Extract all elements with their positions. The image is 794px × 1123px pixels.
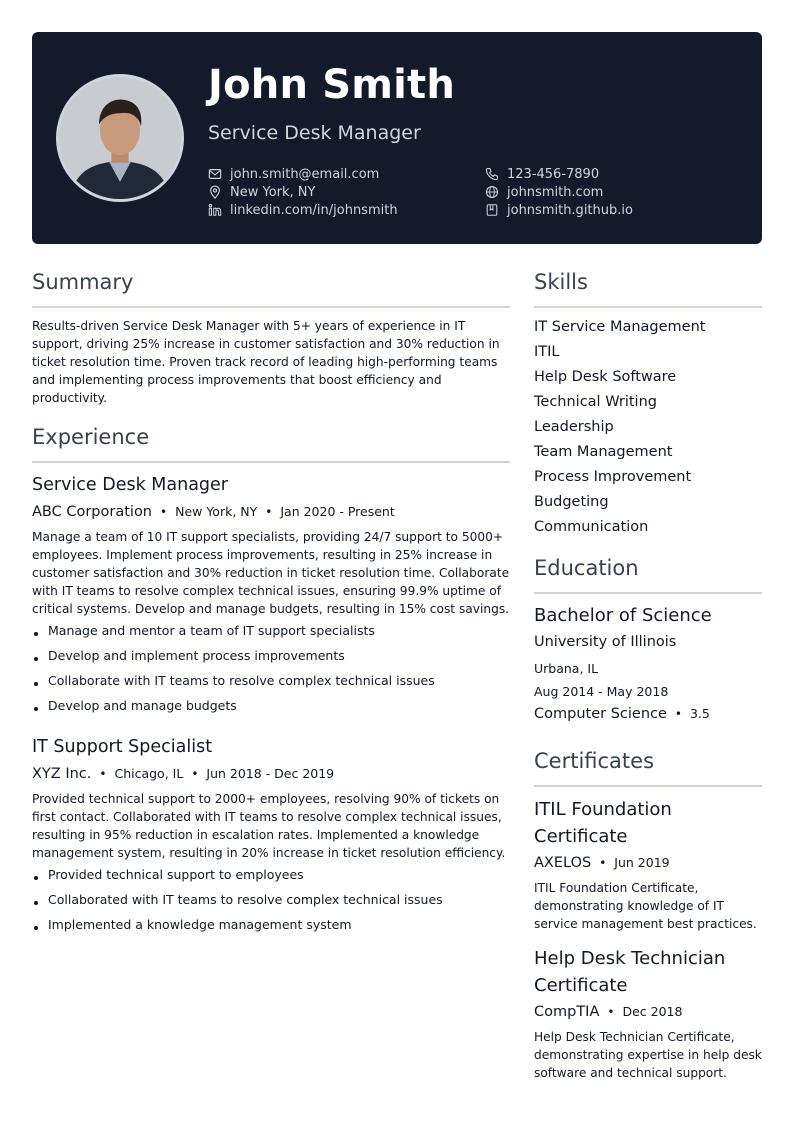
job-bullet-list xyxy=(32,866,443,941)
job-title: IT Support Specialist xyxy=(32,737,213,757)
profile-photo xyxy=(56,74,184,202)
job-bullet: Provided technical support to employees xyxy=(32,866,443,891)
contact-website[interactable] xyxy=(485,183,603,201)
job-company: XYZ Inc. xyxy=(32,766,92,782)
job-description: Provided technical support to 2000+ employees, resolving 90% of tickets on first contact. Collaborated with IT teams to resolve complex technical issues, resulting in 95% reduction in escalation rates. Implemented a knowledge management system, resulting in 20% increase in ticket resolution efficiency. xyxy=(32,792,506,860)
contact-phone-text: 123-456-7890 xyxy=(507,166,600,182)
job-description: Manage a team of 10 IT support specialists, providing 24/7 support to 5000+ employees. Implement process improvements, resulting in 25% increase in customer satisfaction and 30% reduction in ticket resolution time. Collaborate with IT teams to resolve complex technical issues, ensuring 99.9% uptime of critical systems. Develop and manage budgets, resulting in 15% cost savings. xyxy=(32,530,510,616)
summary-text: Results-driven Service Desk Manager with 5+ years of experience in IT support, driving 25% increase in customer satisfaction and 30% reduction in ticket resolution time. Proven track record of leading high-performing teams and implementing process improvements that boost efficiency and productivity. xyxy=(32,319,500,405)
job-bullet: Collaborated with IT teams to resolve complex technical issues xyxy=(32,891,443,916)
job-bullet: Manage and mentor a team of IT support specialists xyxy=(32,622,435,647)
phone-icon xyxy=(485,167,499,181)
job-bullet-list xyxy=(32,622,435,722)
job-title: Service Desk Manager xyxy=(32,475,229,495)
contact-github-text: johnsmith.github.io xyxy=(507,202,633,218)
separator-dot: • xyxy=(607,1005,615,1019)
certificate-issuer: AXELOS xyxy=(534,855,592,871)
summary-heading: Summary xyxy=(32,270,134,294)
certificate-issuer: CompTIA xyxy=(534,1004,600,1020)
contact-linkedin[interactable] xyxy=(208,201,398,219)
certificates-divider xyxy=(534,785,762,787)
bookmark-book-icon xyxy=(485,203,499,217)
resume-header xyxy=(32,32,762,244)
education-location: Urbana, IL xyxy=(534,661,599,676)
job-bullet: Develop and implement process improvements xyxy=(32,647,435,672)
job-bullet: Collaborate with IT teams to resolve complex technical issues xyxy=(32,672,435,697)
skill-item: IT Service Management xyxy=(534,319,706,335)
certificate-name: Help Desk Technician Certificate xyxy=(534,948,726,996)
job-location: Chicago, IL xyxy=(114,766,184,781)
contact-linkedin-text: linkedin.com/in/johnsmith xyxy=(230,202,398,218)
contact-github[interactable] xyxy=(485,201,633,219)
job-location: New York, NY xyxy=(175,504,258,519)
skill-item: Budgeting xyxy=(534,494,609,510)
separator-dot: • xyxy=(191,767,199,781)
education-school: University of Illinois xyxy=(534,634,677,650)
skill-item: Process Improvement xyxy=(534,469,692,485)
contact-location-text: New York, NY xyxy=(230,184,316,200)
job-bullet: Implemented a knowledge management system xyxy=(32,916,443,941)
profile-photo-image xyxy=(59,77,181,199)
certificate-meta xyxy=(534,1004,682,1020)
certificate-date: Jun 2019 xyxy=(614,855,670,870)
skill-item: Help Desk Software xyxy=(534,369,677,385)
candidate-role: Service Desk Manager xyxy=(208,122,421,144)
education-degree: Bachelor of Science xyxy=(534,605,712,626)
skill-item: ITIL xyxy=(534,344,560,360)
job-meta xyxy=(32,504,395,520)
contact-email[interactable] xyxy=(208,165,379,183)
map-pin-icon xyxy=(208,185,222,199)
globe-icon xyxy=(485,185,499,199)
education-divider xyxy=(534,592,762,594)
job-dates: Jun 2018 - Dec 2019 xyxy=(206,766,335,781)
job-dates: Jan 2020 - Present xyxy=(280,504,395,519)
job-bullet: Develop and manage budgets xyxy=(32,697,435,722)
skills-list xyxy=(534,317,705,542)
certificate-name: ITIL Foundation Certificate xyxy=(534,799,672,847)
education-field-row xyxy=(534,706,710,722)
contact-website-text: johnsmith.com xyxy=(507,184,604,200)
certificate-meta xyxy=(534,855,670,871)
separator-dot: • xyxy=(160,505,168,519)
certificates-heading: Certificates xyxy=(534,749,655,773)
education-gpa: 3.5 xyxy=(689,706,710,721)
skills-divider xyxy=(534,306,762,308)
certificate-date: Dec 2018 xyxy=(622,1004,683,1019)
experience-heading: Experience xyxy=(32,425,150,449)
linkedin-icon xyxy=(208,203,222,217)
mail-icon xyxy=(208,167,222,181)
skill-item: Team Management xyxy=(534,444,673,460)
experience-divider xyxy=(32,461,510,463)
separator-dot: • xyxy=(265,505,273,519)
contact-location xyxy=(208,183,315,201)
separator-dot: • xyxy=(674,707,682,721)
skill-item: Leadership xyxy=(534,419,614,435)
skill-item: Technical Writing xyxy=(534,394,657,410)
education-heading: Education xyxy=(534,556,639,580)
contact-email-text: john.smith@email.com xyxy=(230,166,380,182)
education-dates: Aug 2014 - May 2018 xyxy=(534,684,669,699)
contact-phone[interactable] xyxy=(485,165,599,183)
certificate-description: Help Desk Technician Certificate, demonstrating expertise in help desk software and technical support. xyxy=(534,1030,762,1080)
skills-heading: Skills xyxy=(534,270,588,294)
job-meta xyxy=(32,766,334,782)
separator-dot: • xyxy=(599,856,607,870)
skill-item: Communication xyxy=(534,519,649,535)
summary-divider xyxy=(32,306,510,308)
separator-dot: • xyxy=(99,767,107,781)
candidate-name: John Smith xyxy=(208,62,456,108)
education-field: Computer Science xyxy=(534,706,667,722)
job-company: ABC Corporation xyxy=(32,504,153,520)
certificate-description: ITIL Foundation Certificate, demonstrating knowledge of IT service management best practices. xyxy=(534,881,757,931)
